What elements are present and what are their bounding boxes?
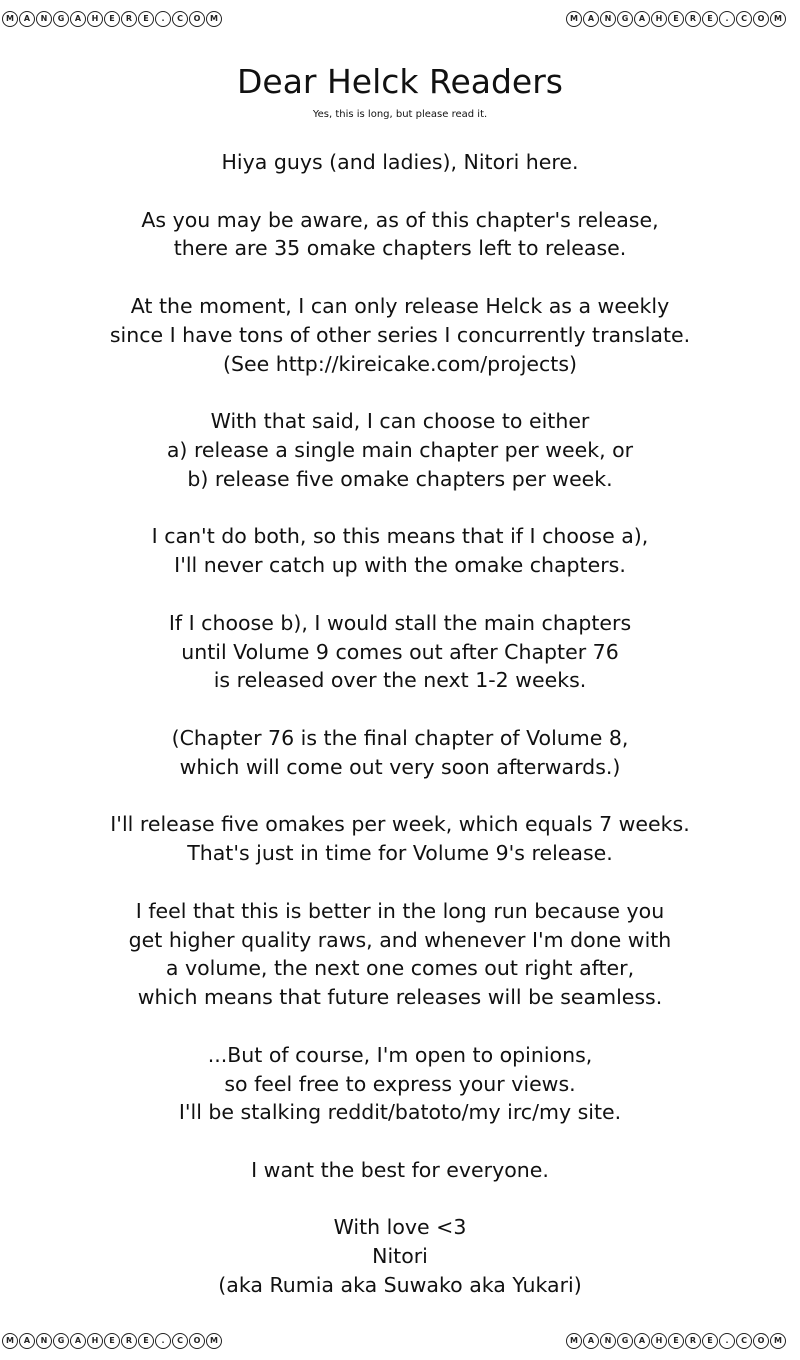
watermark-letter: E [668,11,684,27]
paragraph-line: ...But of course, I'm open to opinions, [207,1042,593,1067]
letter-body [0,148,800,1300]
watermark-letter: A [19,11,35,27]
watermark-letter: A [583,11,599,27]
watermark-letter: H [651,1333,667,1349]
paragraph-line: As you may be aware, as of this chapter's release, [141,207,659,232]
watermark-letter: O [189,11,205,27]
paragraph-line: is released over the next 1-2 weeks. [213,668,587,693]
watermark-letter: E [104,1333,120,1349]
watermark-letter: M [566,11,582,27]
watermark-letter: G [53,11,69,27]
watermark-letter: E [668,1333,684,1349]
paragraph-line: b) release five omake chapters per week. [187,466,613,491]
watermark-letter: H [87,11,103,27]
paragraph-line: That's just in time for Volume 9's release. [187,841,613,866]
paragraph-line: Hiya guys (and ladies), Nitori here. [221,150,579,174]
letter-paragraphs [0,148,800,1185]
letter-paragraph [0,810,800,868]
watermark-letter: C [172,11,188,27]
watermark-letter: C [736,1333,752,1349]
watermark-letter: O [189,1333,205,1349]
watermark-letter: E [104,11,120,27]
watermark-letter: M [206,11,222,27]
watermark-letter: R [685,1333,701,1349]
paragraph-line: (Chapter 76 is the final chapter of Volume 8, [171,725,629,750]
watermark-letter: R [121,1333,137,1349]
watermark-bottom-left [2,1330,222,1352]
watermark-letter: . [719,1333,735,1349]
watermark-letter: E [702,11,718,27]
paragraph-line: since I have tons of other series I concurrently translate. [109,322,691,347]
watermark-letter: N [600,1333,616,1349]
paragraph-line: a) release a single main chapter per week, or [166,437,634,462]
watermark-letter: M [770,1333,786,1349]
watermark-letter: R [121,11,137,27]
signature-line: (aka Rumia aka Suwako aka Yukari) [218,1273,582,1298]
paragraph-line: I can't do both, so this means that if I choose a), [151,524,649,549]
paragraph-line: until Volume 9 comes out after Chapter 76 [181,639,619,664]
watermark-letter: O [753,11,769,27]
watermark-letter: M [2,11,18,27]
watermark-letter: E [138,11,154,27]
watermark-letter: M [566,1333,582,1349]
watermark-letter: . [155,11,171,27]
watermark-top-left [2,8,222,30]
watermark-letter: C [736,11,752,27]
paragraph-line: there are 35 omake chapters left to release. [173,236,627,261]
watermark-letter: E [138,1333,154,1349]
page-subtitle: Yes, this is long, but please read it. [312,109,488,120]
watermark-letter: M [770,11,786,27]
paragraph-line: If I choose b), I would stall the main chapters [168,610,632,635]
watermark-letter: G [53,1333,69,1349]
page-title: Dear Helck Readers [236,62,563,101]
watermark-letter: N [36,11,52,27]
watermark-letter: H [651,11,667,27]
watermark-letter: M [206,1333,222,1349]
letter-paragraph [0,609,800,695]
watermark-letter: R [685,11,701,27]
letter-paragraph [0,292,800,378]
signature-line: With love <3 [333,1215,467,1240]
paragraph-line: With that said, I can choose to either [210,409,590,434]
letter-paragraph [0,206,800,264]
watermark-letter: N [36,1333,52,1349]
watermark-letter: C [172,1333,188,1349]
watermark-letter: A [634,11,650,27]
signature-line: Nitori [372,1244,428,1269]
watermark-bottom-right [566,1330,786,1352]
watermark-letter: . [719,11,735,27]
watermark-letter: A [19,1333,35,1349]
paragraph-line: (See http://kireicake.com/projects) [222,351,578,376]
paragraph-line: I want the best for everyone. [251,1157,549,1182]
paragraph-line: which means that future releases will be seamless. [137,985,663,1010]
watermark-letter: O [753,1333,769,1349]
watermark-letter: A [70,1333,86,1349]
watermark-letter: G [617,11,633,27]
watermark-letter: H [87,1333,103,1349]
watermark-letter: A [583,1333,599,1349]
watermark-letter: A [634,1333,650,1349]
paragraph-line: I'll release five omakes per week, which equals 7 weeks. [110,812,690,837]
paragraph-line: I feel that this is better in the long run because you [135,898,665,923]
watermark-top-right [566,8,786,30]
letter-paragraph [0,148,800,177]
paragraph-line: I'll never catch up with the omake chapters. [174,553,626,578]
watermark-letter: G [617,1333,633,1349]
paragraph-line: a volume, the next one comes out right after, [165,956,635,981]
paragraph-line: so feel free to express your views. [224,1071,576,1096]
watermark-letter: . [155,1333,171,1349]
paragraph-line: I'll be stalking reddit/batoto/my irc/my site. [178,1100,622,1125]
letter-paragraph [0,407,800,493]
letter-paragraph [0,1041,800,1127]
paragraph-line: which will come out very soon afterwards.) [179,754,621,779]
letter-paragraph [0,522,800,580]
watermark-letter: E [702,1333,718,1349]
paragraph-line: At the moment, I can only release Helck as a weekly [130,293,670,318]
paragraph-line: get higher quality raws, and whenever I'm done with [128,927,672,952]
watermark-letter: A [70,11,86,27]
letter-paragraph [0,1156,800,1185]
letter-paragraph [0,724,800,782]
watermark-letter: M [2,1333,18,1349]
watermark-letter: N [600,11,616,27]
signature [0,1213,800,1299]
letter-paragraph [0,897,800,1012]
